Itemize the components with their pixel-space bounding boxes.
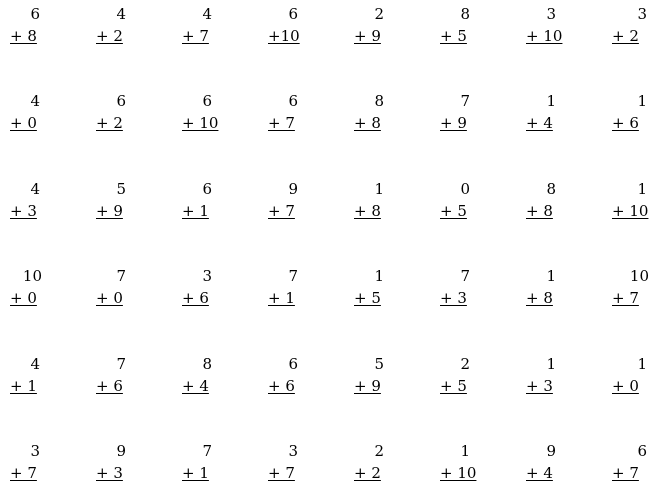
bottom-addend: + 9 — [354, 377, 381, 395]
top-addend: 1 — [637, 355, 647, 373]
top-addend: 9 — [288, 180, 298, 198]
problem-r1-c7 — [612, 92, 649, 142]
bottom-addend: + 0 — [612, 377, 639, 395]
problem-r1-c2 — [182, 92, 242, 142]
bottom-addend: + 7 — [612, 289, 639, 307]
bottom-addend: + 3 — [96, 464, 123, 482]
problem-r4-c7 — [612, 355, 649, 405]
bottom-addend: + 2 — [96, 27, 123, 45]
bottom-addend: + 6 — [96, 377, 123, 395]
bottom-addend: + 4 — [182, 377, 209, 395]
problem-r3-c4 — [354, 267, 414, 317]
problem-r1-c0 — [10, 92, 70, 142]
top-addend: 6 — [202, 92, 212, 110]
problem-r2-c2 — [182, 180, 242, 230]
top-addend: 8 — [546, 180, 556, 198]
top-addend: 1 — [546, 355, 556, 373]
bottom-addend: + 6 — [268, 377, 295, 395]
bottom-addend: + 3 — [440, 289, 467, 307]
problem-r2-c0 — [10, 180, 70, 230]
problem-r0-c0 — [10, 5, 70, 55]
problem-r0-c3 — [268, 5, 328, 55]
top-addend: 7 — [116, 355, 126, 373]
top-addend: 10 — [629, 267, 649, 285]
top-addend: 4 — [116, 5, 126, 23]
bottom-addend: + 10 — [526, 27, 563, 45]
problem-r4-c0 — [10, 355, 70, 405]
problem-r4-c3 — [268, 355, 328, 405]
bottom-addend: + 0 — [10, 289, 37, 307]
problem-r2-c3 — [268, 180, 328, 230]
top-addend: 7 — [460, 92, 470, 110]
top-addend: 3 — [637, 5, 647, 23]
top-addend: 6 — [116, 92, 126, 110]
top-addend: 5 — [374, 355, 384, 373]
bottom-addend: + 9 — [354, 27, 381, 45]
problem-r1-c5 — [440, 92, 500, 142]
problem-r0-c4 — [354, 5, 414, 55]
problem-r5-c7 — [612, 442, 649, 492]
top-addend: 6 — [202, 180, 212, 198]
problem-r0-c6 — [526, 5, 586, 55]
top-addend: 8 — [374, 92, 384, 110]
top-addend: 8 — [202, 355, 212, 373]
problem-r0-c5 — [440, 5, 500, 55]
problem-r5-c5 — [440, 442, 500, 492]
bottom-addend: + 7 — [10, 464, 37, 482]
bottom-addend: + 8 — [354, 202, 381, 220]
top-addend: 1 — [546, 267, 556, 285]
bottom-addend: + 5 — [354, 289, 381, 307]
top-addend: 1 — [637, 180, 647, 198]
problem-r3-c7 — [612, 267, 649, 317]
bottom-addend: + 1 — [182, 464, 209, 482]
problem-r2-c6 — [526, 180, 586, 230]
top-addend: 7 — [288, 267, 298, 285]
top-addend: 7 — [460, 267, 470, 285]
top-addend: 9 — [116, 442, 126, 460]
bottom-addend: + 10 — [612, 202, 649, 220]
top-addend: 8 — [460, 5, 470, 23]
bottom-addend: + 6 — [612, 114, 639, 132]
problem-r1-c6 — [526, 92, 586, 142]
problem-r5-c3 — [268, 442, 328, 492]
bottom-addend: + 3 — [10, 202, 37, 220]
problem-r3-c5 — [440, 267, 500, 317]
problem-r3-c6 — [526, 267, 586, 317]
top-addend: 7 — [116, 267, 126, 285]
top-addend: 2 — [374, 442, 384, 460]
bottom-addend: + 8 — [526, 202, 553, 220]
top-addend: 1 — [546, 92, 556, 110]
top-addend: 1 — [374, 267, 384, 285]
problem-r5-c1 — [96, 442, 156, 492]
top-addend: 2 — [460, 355, 470, 373]
top-addend: 9 — [546, 442, 556, 460]
problem-r4-c5 — [440, 355, 500, 405]
problem-r2-c5 — [440, 180, 500, 230]
bottom-addend: + 7 — [268, 202, 295, 220]
top-addend: 6 — [288, 5, 298, 23]
top-addend: 10 — [22, 267, 42, 285]
top-addend: 6 — [30, 5, 40, 23]
bottom-addend: + 2 — [612, 27, 639, 45]
top-addend: 4 — [30, 92, 40, 110]
problem-r1-c3 — [268, 92, 328, 142]
bottom-addend: + 7 — [268, 464, 295, 482]
problem-r3-c0 — [10, 267, 70, 317]
problem-r3-c3 — [268, 267, 328, 317]
bottom-addend: + 0 — [10, 114, 37, 132]
problem-r2-c7 — [612, 180, 649, 230]
top-addend: 7 — [202, 442, 212, 460]
problem-r4-c4 — [354, 355, 414, 405]
problem-r1-c1 — [96, 92, 156, 142]
top-addend: 2 — [374, 5, 384, 23]
problem-r2-c1 — [96, 180, 156, 230]
bottom-addend: + 9 — [96, 202, 123, 220]
problem-r0-c7 — [612, 5, 649, 55]
top-addend: 4 — [30, 355, 40, 373]
bottom-addend: + 6 — [182, 289, 209, 307]
bottom-addend: + 1 — [182, 202, 209, 220]
top-addend: 6 — [637, 442, 647, 460]
top-addend: 1 — [374, 180, 384, 198]
top-addend: 4 — [202, 5, 212, 23]
problem-r4-c1 — [96, 355, 156, 405]
top-addend: 3 — [202, 267, 212, 285]
problem-r5-c6 — [526, 442, 586, 492]
problem-r5-c0 — [10, 442, 70, 492]
top-addend: 6 — [288, 355, 298, 373]
bottom-addend: + 10 — [440, 464, 477, 482]
bottom-addend: + 7 — [268, 114, 295, 132]
problem-r0-c2 — [182, 5, 242, 55]
top-addend: 3 — [30, 442, 40, 460]
bottom-addend: + 1 — [10, 377, 37, 395]
bottom-addend: + 0 — [96, 289, 123, 307]
bottom-addend: + 2 — [96, 114, 123, 132]
bottom-addend: + 2 — [354, 464, 381, 482]
top-addend: 5 — [116, 180, 126, 198]
bottom-addend: + 8 — [354, 114, 381, 132]
bottom-addend: + 9 — [440, 114, 467, 132]
bottom-addend: + 8 — [526, 289, 553, 307]
problem-r3-c2 — [182, 267, 242, 317]
top-addend: 6 — [288, 92, 298, 110]
problem-r5-c4 — [354, 442, 414, 492]
problem-r4-c2 — [182, 355, 242, 405]
bottom-addend: + 1 — [268, 289, 295, 307]
bottom-addend: + 7 — [182, 27, 209, 45]
bottom-addend: + 5 — [440, 27, 467, 45]
problem-r1-c4 — [354, 92, 414, 142]
problem-r0-c1 — [96, 5, 156, 55]
top-addend: 0 — [460, 180, 470, 198]
top-addend: 4 — [30, 180, 40, 198]
top-addend: 3 — [288, 442, 298, 460]
bottom-addend: + 4 — [526, 114, 553, 132]
problem-r4-c6 — [526, 355, 586, 405]
problem-r2-c4 — [354, 180, 414, 230]
bottom-addend: + 5 — [440, 377, 467, 395]
bottom-addend: +10 — [268, 27, 300, 45]
problem-r3-c1 — [96, 267, 156, 317]
top-addend: 1 — [637, 92, 647, 110]
problem-r5-c2 — [182, 442, 242, 492]
top-addend: 3 — [546, 5, 556, 23]
top-addend: 1 — [460, 442, 470, 460]
bottom-addend: + 8 — [10, 27, 37, 45]
bottom-addend: + 7 — [612, 464, 639, 482]
bottom-addend: + 3 — [526, 377, 553, 395]
bottom-addend: + 4 — [526, 464, 553, 482]
bottom-addend: + 5 — [440, 202, 467, 220]
bottom-addend: + 10 — [182, 114, 219, 132]
